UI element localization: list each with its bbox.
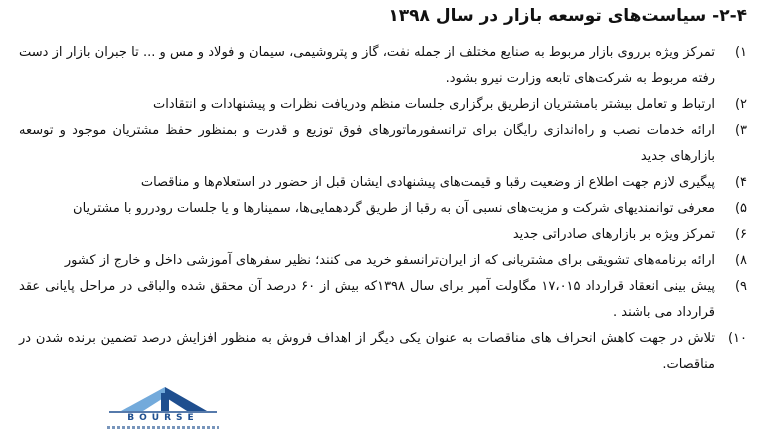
list-item: [19, 92, 747, 118]
logo-wordmark: BOURSE: [127, 413, 199, 423]
item-text: ارائه برنامه‌های تشویقی برای مشتریانی که از ایران‌ترانسفو خرید می کنند؛ نظیر سفرهای آموزشی داخل و خارج از کشور: [64, 253, 715, 268]
item-number: ۵): [734, 201, 747, 216]
list-item: [19, 248, 747, 274]
item-text: ارائه خدمات نصب و راه‌اندازی رایگان برای ترانسفورماتورهای فوق توزیع و قدرت و بمنظور حفظ مشتریان موجود و توسعه بازارهای جدید: [19, 123, 715, 164]
list-item: [19, 170, 747, 196]
item-text: تمرکز ویژه بر بازارهای صادراتی جدید: [512, 227, 715, 242]
item-text: پیگیری لازم جهت اطلاع از وضعیت رقبا و قیمت‌های پیشنهادی ایشان قبل از حضور در استعلام‌ها و مناقصات: [140, 175, 715, 190]
item-text: تمرکز ویژه برروی بازار مربوط به صنایع مختلف از جمله نفت، گاز و پتروشیمی، سیمان و فولاد و مس و ... تا جبران بازار از دست رفته مربوط به شرکت‌های تابعه وزارت نیرو بشود.: [19, 45, 715, 86]
item-number: ۱): [734, 45, 747, 60]
item-number: ۸): [734, 253, 747, 268]
list-item: [19, 222, 747, 248]
item-number: ۳): [734, 123, 747, 138]
item-text: ارتباط و تعامل بیشتر بامشتریان ازطریق برگزاری جلسات منظم ودریافت نظرات و پیشنهادات و انتقادات: [153, 97, 715, 112]
item-text: معرفی توانمندیهای شرکت و مزیت‌های نسبی آن به رقبا از طریق گردهمایی‌ها، سمینارها و یا جلسات رودررو با مشتریان: [73, 201, 715, 216]
item-text: پیش بینی انعقاد قرارداد ۱۷،۰۱۵ مگاولت آمپر برای سال ۱۳۹۸که بیش از ۶۰ درصد آن محقق شده والباقی در مراحل پایانی عقد قرارداد می باشند .: [19, 279, 715, 320]
item-number: ۹): [734, 279, 747, 294]
item-number: ۶): [734, 227, 747, 242]
list-item: [19, 274, 747, 326]
logo-mark-icon: [103, 383, 223, 415]
item-number: ۱۰): [727, 331, 747, 346]
item-number: ۴): [734, 175, 747, 190]
policy-list: [19, 40, 747, 378]
logo-tagline: [107, 426, 219, 429]
section-heading: ۲-۴- سیاست‌های توسعه بازار در سال ۱۳۹۸: [388, 6, 747, 26]
list-item: [19, 326, 747, 378]
item-text: تلاش در جهت کاهش انحراف های مناقصات به عنوان یکی دیگر از اهداف فروش به منظور افزایش درصد تضمین برنده شدن در مناقصات.: [19, 331, 715, 372]
list-item: [19, 40, 747, 92]
list-item: [19, 118, 747, 170]
bourse-logo: [103, 383, 223, 433]
list-item: [19, 196, 747, 222]
item-number: ۲): [734, 97, 747, 112]
